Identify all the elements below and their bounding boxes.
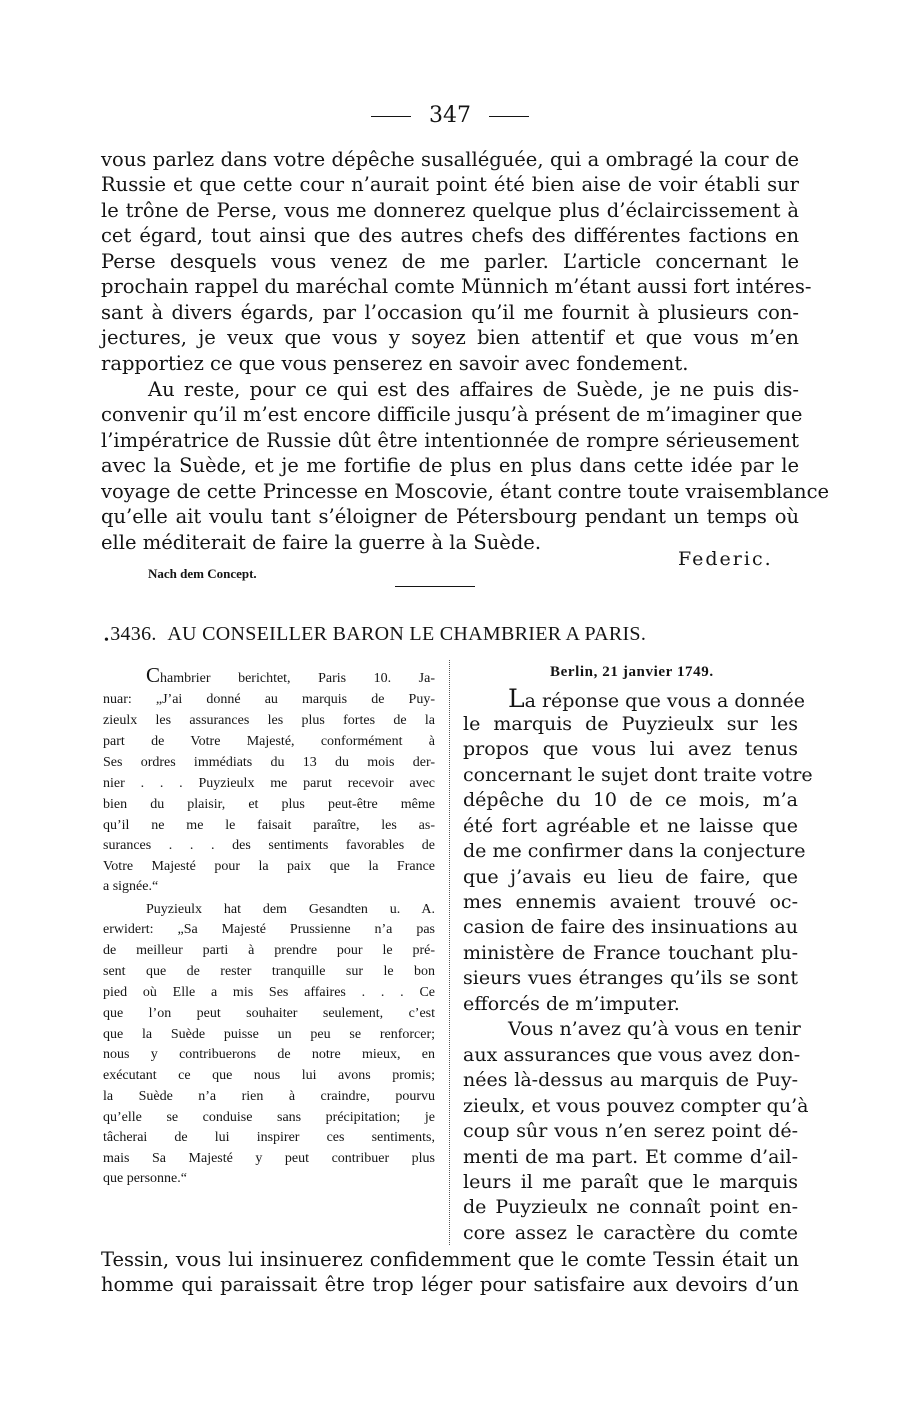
document-number: 3436. — [110, 623, 157, 645]
summary-line-text: hambrier berichtet, Paris 10. Ja- — [160, 671, 435, 686]
letter-line: de me confirmer dans la conjecture — [463, 840, 806, 862]
summary-line: nous y contribuerons de notre mieux, en — [103, 1047, 435, 1062]
letter-line: Vous n’avez qu’à vous en tenir — [508, 1018, 801, 1040]
letter-line: ministère de France touchant plu- — [463, 942, 798, 964]
body-line: avec la Suède, et je me fortifie de plus en plus dans cette idée par le — [101, 454, 799, 477]
letter-line: zieulx, et vous pouvez compter qu’à — [463, 1095, 809, 1117]
body-line: qu’elle ait voulu tant s’éloigner de Pétersbourg pendant un temps où — [101, 505, 799, 528]
letter-line-text: a réponse que vous a donnée — [524, 690, 805, 712]
body-line: cet égard, tout ainsi que des autres chefs des différentes factions en — [101, 224, 799, 247]
summary-line: que personne.“ — [103, 1171, 187, 1186]
letter-line: nées là-dessus au marquis de Puy- — [463, 1069, 798, 1091]
section-divider-rule — [395, 586, 475, 587]
source-note: Nach dem Concept. — [148, 566, 257, 581]
letter-line: efforcés de m’imputer. — [463, 993, 680, 1015]
summary-line: Puyzieulx hat dem Gesandten u. A. — [146, 902, 435, 917]
summary-initial: C — [146, 663, 161, 687]
letter-line — [508, 684, 805, 713]
body-line: Russie et que cette cour n’aurait point été bien aise de voir établi sur — [101, 173, 799, 196]
letter-line: été fort agréable et ne laisse que — [463, 815, 798, 837]
signature: Federic. — [678, 548, 773, 570]
summary-line: de meilleur parti à prendre pour le pré- — [103, 943, 435, 958]
letter-line: que j’avais eu lieu de faire, que — [463, 866, 798, 888]
summary-line: Ses ordres immédiats du 13 du mois der- — [103, 755, 435, 770]
body-line: l’impératrice de Russie dût être intentionnée de rompre sérieusement — [101, 429, 799, 452]
letter-line: de Puyzieulx ne connaît point en- — [463, 1196, 798, 1218]
letter-line: mes ennemis avaient trouvé oc- — [463, 891, 798, 913]
letter-line: core assez le caractère du comte — [463, 1222, 798, 1244]
summary-line: part de Votre Majesté, conformément à — [103, 734, 435, 749]
body-line: vous parlez dans votre dépêche susalléguée, qui a ombragé la cour de — [101, 148, 799, 171]
summary-line: erwidert: „Sa Majesté Prussienne n’a pas — [103, 922, 435, 937]
letter-line: leurs il me paraît que le marquis — [463, 1171, 798, 1193]
body-line: le trône de Perse, vous me donnerez quelque plus d’éclaircissement à — [101, 199, 799, 222]
body-line: sant à divers égards, par l’occasion qu’il me fournit à plusieurs con- — [101, 301, 799, 324]
summary-line: nier . . . Puyzieulx me parut recevoir avec — [103, 776, 435, 791]
letter-line: propos que vous lui avez tenus — [463, 738, 798, 760]
summary-line — [146, 663, 435, 688]
summary-line: qu’il ne me le faisait paraître, les as- — [103, 818, 435, 833]
summary-line: que l’on peut souhaiter seulement, c’est — [103, 1006, 435, 1021]
summary-line: exécutant ce que nous lui avons promis; — [103, 1068, 435, 1083]
page-number-dash-right — [489, 116, 529, 117]
letter-line: sieurs vues étranges qu’ils se sont — [463, 967, 798, 989]
body-line: Perse desquels vous venez de me parler. L’article concernant le — [101, 250, 799, 273]
summary-line: qu’elle se conduise sans précipitation; je — [103, 1110, 435, 1125]
body-line: prochain rappel du maréchal comte Münnich m’étant aussi fort intéres- — [101, 275, 812, 298]
column-divider — [449, 660, 450, 1245]
summary-line: sent que de rester tranquille sur le bon — [103, 964, 435, 979]
summary-line: surances . . . des sentiments favorables de — [103, 838, 435, 853]
summary-line: que la Suède puisse un peu se renforcer; — [103, 1027, 435, 1042]
letter-line: dépêche du 10 de ce mois, m’a — [463, 789, 798, 811]
summary-line: bien du plaisir, et plus peut-être même — [103, 797, 435, 812]
summary-line: tâcherai de lui inspirer ces sentiments, — [103, 1130, 435, 1145]
letter-line: coup sûr vous n’en serez point dé- — [463, 1120, 798, 1142]
body-line: Tessin, vous lui insinuerez confidemment que le comte Tessin était un — [101, 1248, 799, 1271]
summary-line: Votre Majesté pour la paix que la France — [103, 859, 435, 874]
summary-line: mais Sa Majesté y peut contribuer plus — [103, 1151, 435, 1166]
summary-line: nuar: „J’ai donné au marquis de Puy- — [103, 692, 435, 707]
body-line: elle méditerait de faire la guerre à la Suède. — [101, 531, 542, 554]
summary-line: a signée.“ — [103, 879, 159, 894]
letter-initial: L — [508, 684, 525, 713]
letter-line: casion de faire des insinuations au — [463, 916, 798, 938]
body-line: jectures, je veux que vous y soyez bien attentif et que vous m’en — [101, 326, 799, 349]
document-heading — [104, 623, 646, 649]
body-line: homme qui paraissait être trop léger pour satisfaire aux devoirs d’un — [101, 1273, 799, 1296]
summary-line: pied où Elle a mis Ses affaires . . . Ce — [103, 985, 435, 1000]
page-number-text: 347 — [429, 103, 471, 128]
letter-line: concernant le sujet dont traite votre — [463, 764, 813, 786]
letter-line: aux assurances que vous avez don- — [463, 1044, 801, 1066]
document-title: AU CONSEILLER BARON LE CHAMBRIER A PARIS. — [167, 623, 647, 645]
body-line: Au reste, pour ce qui est des affaires de Suède, je ne puis dis- — [148, 378, 799, 401]
body-line: rapportiez ce que vous penserez en savoir avec fondement. — [101, 352, 689, 375]
date-line: Berlin, 21 janvier 1749. — [550, 664, 714, 680]
letter-line: menti de ma part. Et comme d’ail- — [463, 1146, 798, 1168]
body-line: convenir qu’il m’est encore difficile jusqu’à présent de m’imaginer que — [101, 403, 803, 426]
body-line: voyage de cette Princesse en Moscovie, étant contre toute vraisemblance — [101, 480, 830, 503]
page-number — [0, 103, 900, 129]
summary-line: zieulx les assurances les plus fortes de la — [103, 713, 435, 728]
page-number-dash-left — [371, 116, 411, 117]
letter-line: le marquis de Puyzieulx sur les — [463, 713, 798, 735]
heading-bullet-icon: • — [104, 633, 110, 648]
summary-line: la Suède n’a rien à craindre, pourvu — [103, 1089, 435, 1104]
